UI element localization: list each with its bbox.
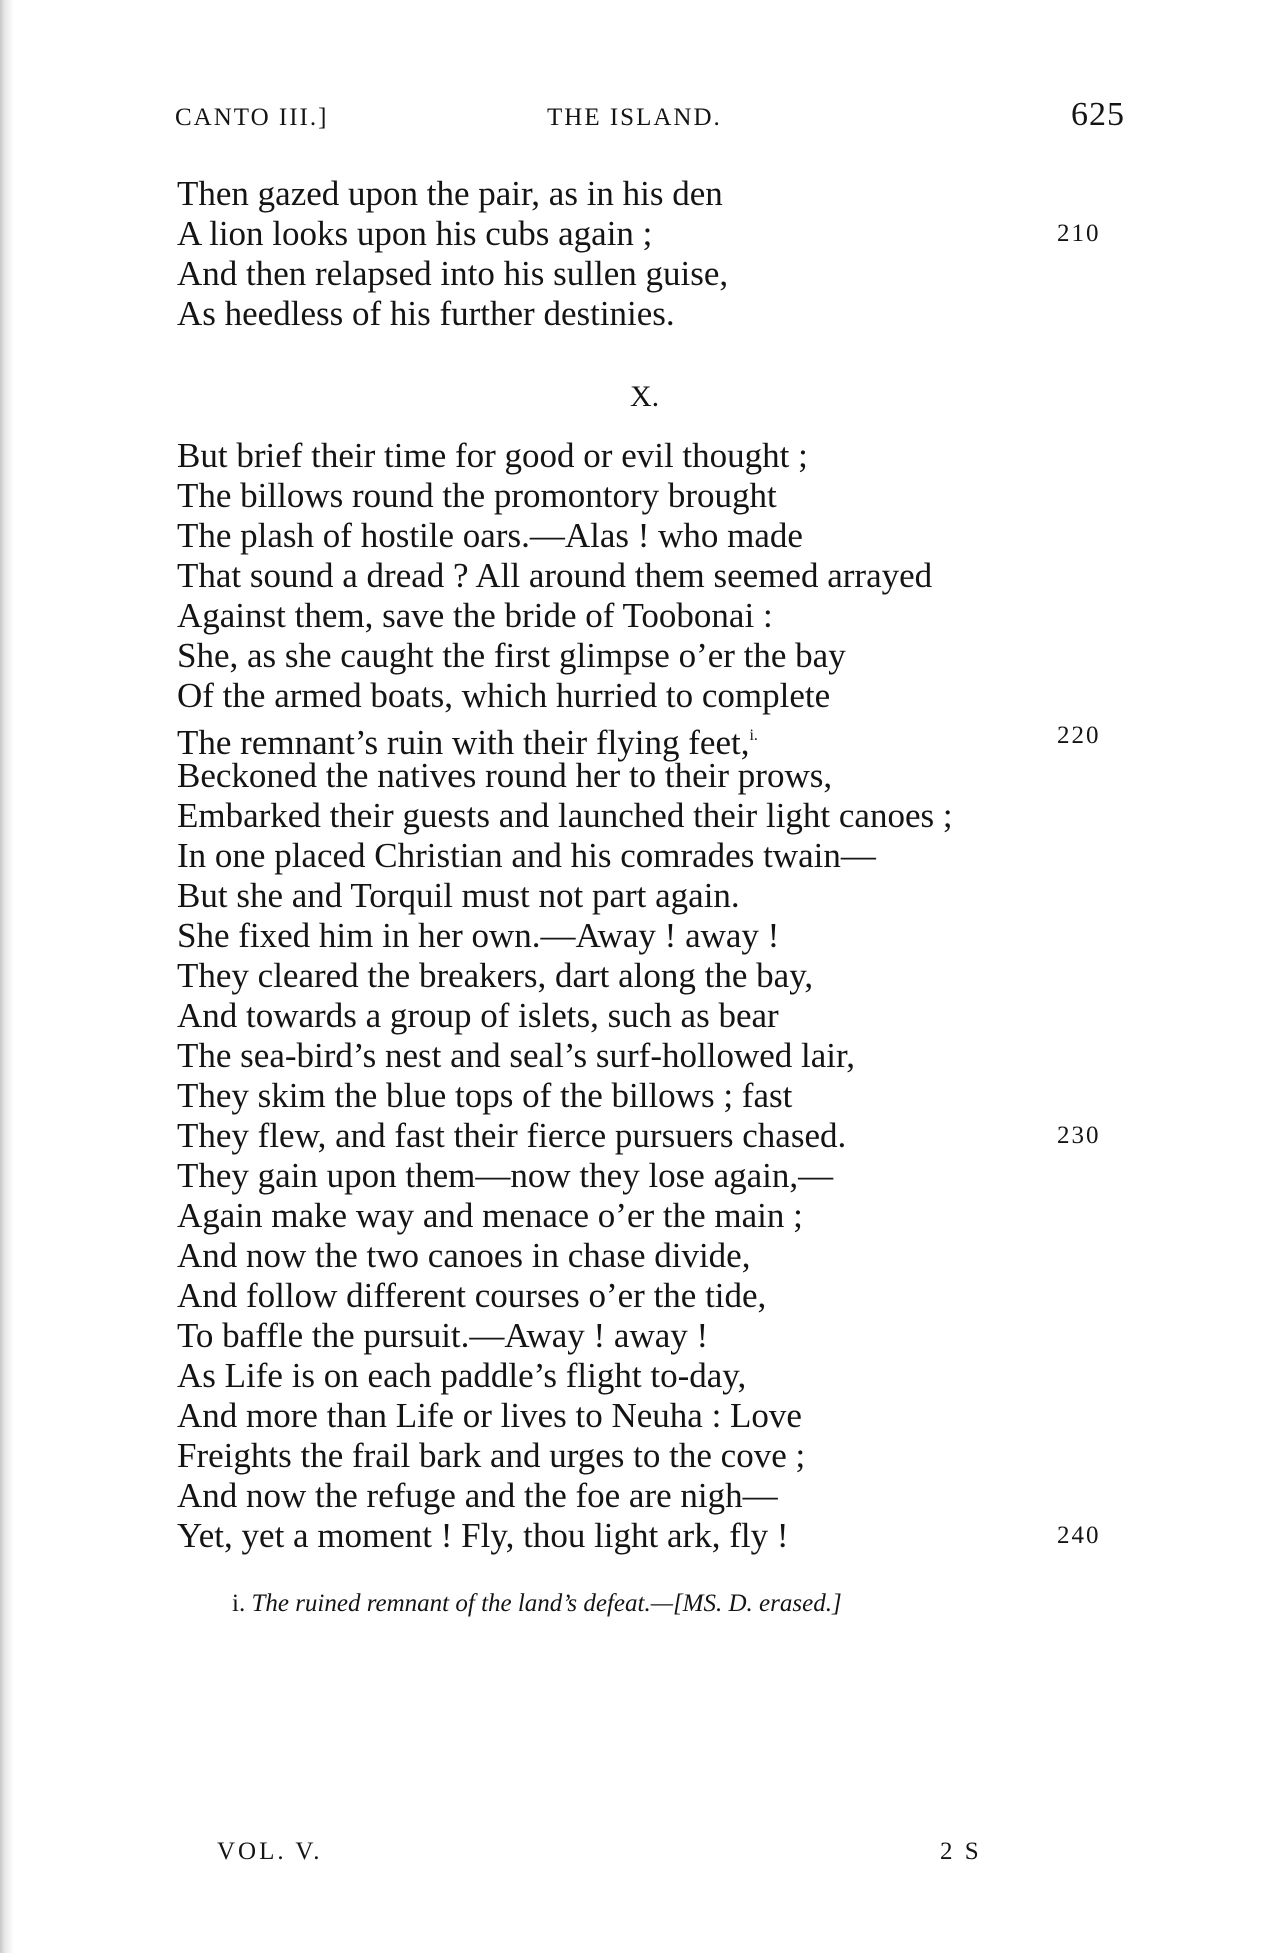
header-title: THE ISLAND. xyxy=(547,104,722,131)
line-number: 240 xyxy=(1057,1522,1101,1549)
page-number: 625 xyxy=(1071,96,1125,133)
poem-line xyxy=(177,214,1177,254)
poem-line xyxy=(177,1276,1177,1316)
poem-line-text: They skim the blue tops of the billows ; fast xyxy=(177,1076,793,1115)
poem-line-text: To baffle the pursuit.—Away ! away ! xyxy=(177,1316,709,1355)
footnote-ref-mark: i. xyxy=(749,727,758,744)
poem-line-text: But brief their time for good or evil thought ; xyxy=(177,436,808,475)
poem-line-text: The plash of hostile oars.—Alas ! who made xyxy=(177,516,803,555)
poem-line-text: Of the armed boats, which hurried to complete xyxy=(177,676,831,715)
poem-line-text: But she and Torquil must not part again. xyxy=(177,876,740,915)
stanza-x xyxy=(177,436,1177,1556)
header-canto: CANTO III.] xyxy=(175,104,329,131)
poem-line xyxy=(177,1116,1177,1156)
running-header xyxy=(175,96,1125,140)
poem-line-text: The sea-bird’s nest and seal’s surf-hollowed lair, xyxy=(177,1036,855,1075)
section-number: X. xyxy=(630,380,660,413)
poem-line xyxy=(177,556,1177,596)
poem-line xyxy=(177,1196,1177,1236)
poem-line xyxy=(177,174,1177,214)
poem-line xyxy=(177,636,1177,676)
poem-line xyxy=(177,876,1177,916)
poem-line-text: As heedless of his further destinies. xyxy=(177,294,675,333)
poem-line xyxy=(177,294,1177,334)
poem-line xyxy=(177,1316,1177,1356)
poem-line-text: The remnant’s ruin with their flying feet, xyxy=(177,723,750,762)
poem-line-text: A lion looks upon his cubs again ; xyxy=(177,214,653,253)
poem-line xyxy=(177,254,1177,294)
poem-line xyxy=(177,476,1177,516)
poem-line xyxy=(177,596,1177,636)
poem-line-text: In one placed Christian and his comrades twain— xyxy=(177,836,876,875)
poem-line-text: The billows round the promontory brought xyxy=(177,476,777,515)
poem-line xyxy=(177,996,1177,1036)
page-binding-edge xyxy=(0,0,14,1953)
poem-line xyxy=(177,956,1177,996)
poem-line xyxy=(177,1156,1177,1196)
poem-line-text: That sound a dread ? All around them seemed arrayed xyxy=(177,556,933,595)
poem-line xyxy=(177,1076,1177,1116)
poem-line xyxy=(177,436,1177,476)
poem-line-text: And towards a group of islets, such as bear xyxy=(177,996,779,1035)
poem-line-text: And then relapsed into his sullen guise, xyxy=(177,254,729,293)
stanza-continuation xyxy=(177,174,1177,334)
footnote-reference: [MS. D. erased.] xyxy=(672,1590,842,1617)
line-number: 210 xyxy=(1057,220,1101,247)
poem-line-text: She fixed him in her own.—Away ! away ! xyxy=(177,916,780,955)
poem-line-text: They flew, and fast their fierce pursuers chased. xyxy=(177,1116,847,1155)
poem-line-text: And now the refuge and the foe are nigh— xyxy=(177,1476,778,1515)
poem-line-text: As Life is on each paddle’s flight to-day, xyxy=(177,1356,747,1395)
line-number: 220 xyxy=(1057,722,1101,749)
poem-line xyxy=(177,1436,1177,1476)
poem-line xyxy=(177,676,1177,716)
poem-line xyxy=(177,1396,1177,1436)
poem-line-text: Embarked their guests and launched their light canoes ; xyxy=(177,796,953,835)
poem-line-text: Against them, save the bride of Toobonai : xyxy=(177,596,773,635)
poem-line xyxy=(177,716,1177,762)
line-number: 230 xyxy=(1057,1122,1101,1149)
poem-line-text: And follow different courses o’er the tide, xyxy=(177,1276,767,1315)
poem-line xyxy=(177,1356,1177,1396)
poem-line-text: She, as she caught the first glimpse o’er the bay xyxy=(177,636,846,675)
poem-line xyxy=(177,756,1177,796)
footnote xyxy=(232,1590,842,1618)
poem-line xyxy=(177,1236,1177,1276)
poem-line-text: And more than Life or lives to Neuha : Love xyxy=(177,1396,802,1435)
footnote-text: The ruined remnant of the land’s defeat.— xyxy=(251,1590,673,1617)
poem-line xyxy=(177,1036,1177,1076)
poem-line-text: Freights the frail bark and urges to the cove ; xyxy=(177,1436,806,1475)
poem-line-text: Again make way and menace o’er the main ; xyxy=(177,1196,803,1235)
footer-signature: 2 S xyxy=(940,1838,982,1865)
poem-line-text: And now the two canoes in chase divide, xyxy=(177,1236,751,1275)
poem-line-text: Beckoned the natives round her to their prows, xyxy=(177,756,833,795)
poem-line-text: They cleared the breakers, dart along the bay, xyxy=(177,956,814,995)
poem-line xyxy=(177,836,1177,876)
footer-volume: VOL. V. xyxy=(217,1838,323,1865)
poem-line xyxy=(177,516,1177,556)
poem-line xyxy=(177,1516,1177,1556)
poem-line xyxy=(177,916,1177,956)
poem-line-text: They gain upon them—now they lose again,— xyxy=(177,1156,834,1195)
poem-line xyxy=(177,1476,1177,1516)
poem-line xyxy=(177,796,1177,836)
footnote-mark: i. xyxy=(232,1590,246,1617)
poem-line-text: Then gazed upon the pair, as in his den xyxy=(177,174,723,213)
poem-line-text: Yet, yet a moment ! Fly, thou light ark, fly ! xyxy=(177,1516,789,1555)
